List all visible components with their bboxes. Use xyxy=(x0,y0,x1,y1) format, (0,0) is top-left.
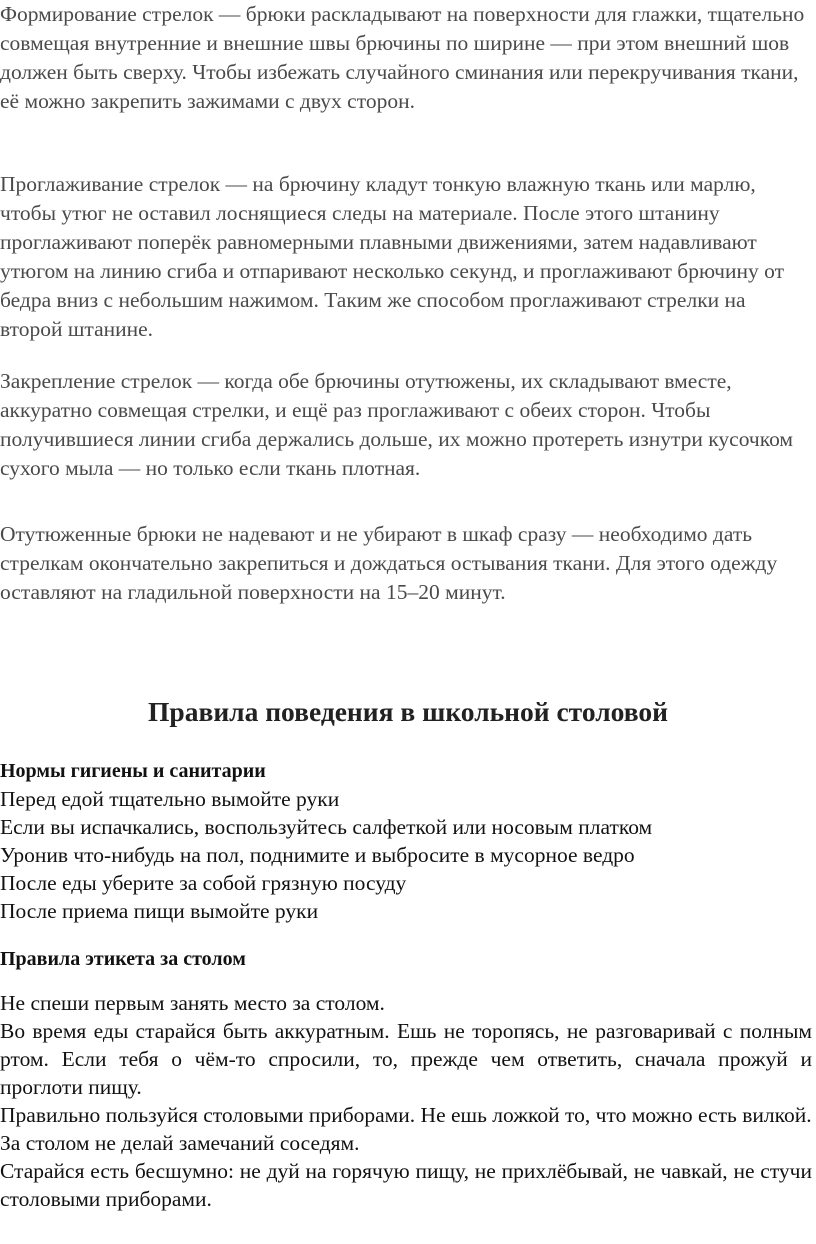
list-item: После еды уберите за собой грязную посуду xyxy=(0,871,407,895)
hygiene-list xyxy=(0,785,816,925)
etiquette-list xyxy=(0,989,812,1213)
hygiene-heading: Нормы гигиены и санитарии xyxy=(0,760,266,782)
list-item: Не спеши первым занять место за столом. xyxy=(0,991,385,1015)
list-item: Правильно пользуйся столовыми приборами. Не ешь ложкой то, что можно есть вилкой. xyxy=(0,1103,812,1127)
list-item: Во время еды старайся быть аккуратным. Ешь не торопясь, не разговаривай с полным ртом. Если тебя о чём-то спросили, то, прежде чем ответить, сначала прожуй и проглоти пищу. xyxy=(0,1019,812,1099)
list-item: После приема пищи вымойте руки xyxy=(0,899,319,923)
page-title: Правила поведения в школьной столовой xyxy=(148,696,668,727)
etiquette-heading: Правила этикета за столом xyxy=(0,948,246,970)
list-item: Старайся есть бесшумно: не дуй на горячую пищу, не прихлёбывай, не чавкай, не стучи столовыми приборами. xyxy=(0,1159,812,1211)
list-item: Перед едой тщательно вымойте руки xyxy=(0,787,340,811)
list-item: Если вы испачкались, воспользуйтесь салфеткой или носовым платком xyxy=(0,815,653,839)
paragraph-fixing-creases: Закрепление стрелок — когда обе брючины отутюжены, их складывают вместе, аккуратно совмещая стрелки, и ещё раз проглаживают с обеих сторон. Чтобы получившиеся линии сгиба держались дольше, их можно протереть изнутри кусочком сухого мыла — но только если ткань плотная. xyxy=(0,369,794,480)
paragraph-forming-creases: Формирование стрелок — брюки раскладывают на поверхности для глажки, тщательно совмещая внутренние и внешние швы брючины по ширине — при этом внешний шов должен быть сверху. Чтобы избежать случайного сминания или перекручивания ткани, её можно закрепить зажимами с двух сторон. xyxy=(0,2,805,113)
paragraph-ironing-creases: Проглаживание стрелок — на брючину кладут тонкую влажную ткань или марлю, чтобы утюг не оставил лоснящиеся следы на материале. После этого штанину проглаживают поперёк равномерными плавными движениями, затем надавливают утюгом на линию сгиба и отпаривают несколько секунд, и проглаживают брючину от бедра вниз с небольшим нажимом. Таким же способом проглаживают стрелки на второй штанине. xyxy=(0,172,784,341)
list-item: Уронив что-нибудь на пол, поднимите и выбросите в мусорное ведро xyxy=(0,843,635,867)
paragraph-cooling: Отутюженные брюки не надевают и не убирают в шкаф сразу — необходимо дать стрелкам окончательно закрепиться и дождаться остывания ткани. Для этого одежду оставляют на гладильной поверхности на 15–20 минут. xyxy=(0,522,778,604)
list-item: За столом не делай замечаний соседям. xyxy=(0,1131,360,1155)
